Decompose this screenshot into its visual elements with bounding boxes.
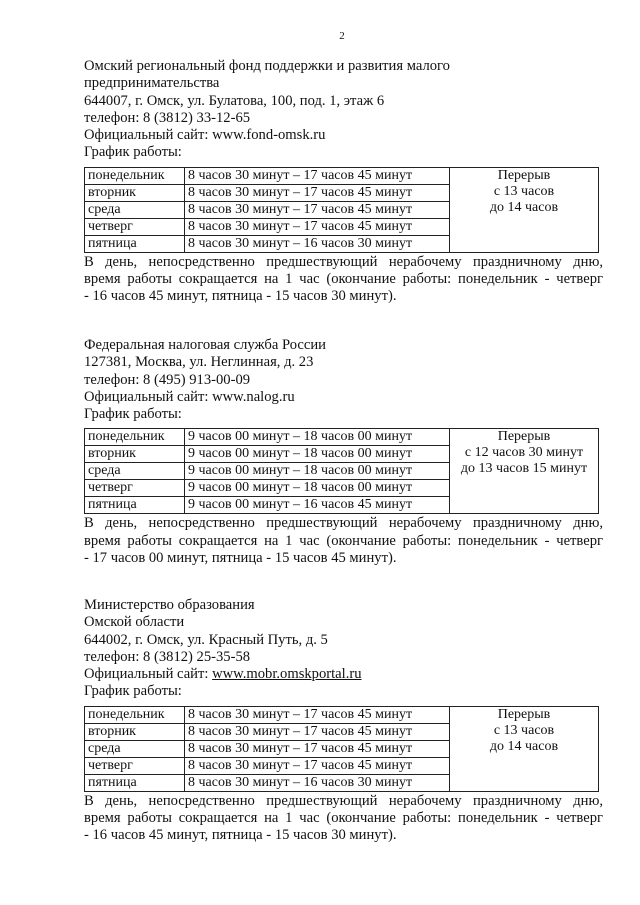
note-line: - 17 часов 00 минут, пятница - 15 часов 45 минут).: [84, 550, 397, 567]
schedule-label: График работы:: [84, 406, 182, 423]
org-website: [84, 666, 604, 683]
break-line: до 13 часов 15 минут: [460, 461, 588, 477]
day-cell: четверг: [85, 218, 185, 235]
day-cell: среда: [85, 740, 185, 757]
break-line: с 13 часов: [493, 722, 555, 738]
break-line: Перерыв: [497, 167, 551, 183]
website-label: Официальный сайт:: [84, 666, 213, 683]
hours-cell: 8 часов 30 минут – 17 часов 45 минут: [185, 201, 450, 218]
note-line: время работы сокращается на 1 час (окончание работы: понедельник - четверг: [84, 810, 603, 827]
day-cell: пятница: [85, 235, 185, 252]
hours-cell: 9 часов 00 минут – 18 часов 00 минут: [185, 480, 450, 497]
break-line: до 14 часов: [489, 199, 559, 215]
day-cell: среда: [85, 201, 185, 218]
note-line: - 16 часов 45 минут, пятница - 15 часов 30 минут).: [84, 288, 397, 305]
shortened-day-note: [84, 254, 603, 306]
org-name-line: Омский региональный фонд поддержки и развития малого: [84, 58, 450, 74]
schedule-table: [84, 706, 599, 792]
hours-cell: 8 часов 30 минут – 16 часов 30 минут: [185, 235, 450, 252]
break-line: с 12 часов 30 минут: [464, 445, 584, 461]
day-cell: вторник: [85, 446, 185, 463]
day-cell: четверг: [85, 757, 185, 774]
website-link[interactable]: www.mobr.omskportal.ru: [212, 666, 362, 683]
day-cell: четверг: [85, 480, 185, 497]
hours-cell: 8 часов 30 минут – 17 часов 45 минут: [185, 706, 450, 723]
break-line: Перерыв: [497, 429, 551, 445]
org-phone: телефон: 8 (495) 913-00-09: [84, 371, 251, 388]
day-cell: понедельник: [85, 706, 185, 723]
org-website: [84, 127, 604, 144]
hours-cell: 8 часов 30 минут – 17 часов 45 минут: [185, 757, 450, 774]
website-label: Официальный сайт:: [84, 388, 213, 405]
schedule-label: График работы:: [84, 144, 182, 161]
org-name-line: Федеральная налоговая служба России: [84, 337, 326, 353]
org-website: [84, 389, 604, 406]
day-cell: понедельник: [85, 429, 185, 446]
org-name-line: Омской области: [84, 614, 185, 631]
note-line: В день, непосредственно предшествующий нерабочему праздничному дню,: [84, 515, 603, 532]
break-cell: [450, 429, 599, 514]
schedule-table: [84, 167, 599, 253]
hours-cell: 8 часов 30 минут – 17 часов 45 минут: [185, 723, 450, 740]
break-line: с 13 часов: [493, 183, 555, 199]
break-line: до 14 часов: [489, 738, 559, 754]
page-number: 2: [339, 30, 345, 42]
hours-cell: 9 часов 00 минут – 16 часов 45 минут: [185, 497, 450, 514]
note-line: время работы сокращается на 1 час (окончание работы: понедельник - четверг: [84, 532, 603, 549]
org-address: 644002, г. Омск, ул. Красный Путь, д. 5: [84, 631, 328, 648]
break-cell: [450, 706, 599, 791]
hours-cell: 9 часов 00 минут – 18 часов 00 минут: [185, 463, 450, 480]
day-cell: вторник: [85, 184, 185, 201]
org-name-line: предпринимательства: [84, 75, 220, 92]
hours-cell: 8 часов 30 минут – 16 часов 30 минут: [185, 774, 450, 791]
shortened-day-note: [84, 793, 603, 845]
org-name-line: Министерство образования: [84, 597, 255, 613]
hours-cell: 9 часов 00 минут – 18 часов 00 минут: [185, 429, 450, 446]
day-cell: пятница: [85, 497, 185, 514]
organization-fond-omsk: [84, 58, 604, 306]
organization-mobr: [84, 597, 604, 845]
hours-cell: 8 часов 30 минут – 17 часов 45 минут: [185, 740, 450, 757]
shortened-day-note: [84, 515, 603, 567]
hours-cell: 9 часов 00 минут – 18 часов 00 минут: [185, 446, 450, 463]
table-row: [85, 429, 599, 446]
note-line: время работы сокращается на 1 час (окончание работы: понедельник - четверг: [84, 271, 603, 288]
org-phone: телефон: 8 (3812) 25-35-58: [84, 648, 251, 665]
hours-cell: 8 часов 30 минут – 17 часов 45 минут: [185, 184, 450, 201]
table-row: [85, 706, 599, 723]
org-phone: телефон: 8 (3812) 33-12-65: [84, 109, 251, 126]
break-line: Перерыв: [497, 706, 551, 722]
day-cell: среда: [85, 463, 185, 480]
table-row: [85, 167, 599, 184]
hours-cell: 8 часов 30 минут – 17 часов 45 минут: [185, 218, 450, 235]
org-address: 127381, Москва, ул. Неглинная, д. 23: [84, 354, 314, 371]
day-cell: вторник: [85, 723, 185, 740]
note-line: В день, непосредственно предшествующий нерабочему праздничному дню,: [84, 792, 603, 809]
website-link[interactable]: www.fond-omsk.ru: [212, 127, 326, 144]
hours-cell: 8 часов 30 минут – 17 часов 45 минут: [185, 167, 450, 184]
day-cell: пятница: [85, 774, 185, 791]
organization-nalog: [84, 337, 604, 567]
note-line: - 16 часов 45 минут, пятница - 15 часов 30 минут).: [84, 827, 397, 844]
org-address: 644007, г. Омск, ул. Булатова, 100, под. 1, этаж 6: [84, 92, 385, 109]
break-cell: [450, 167, 599, 252]
website-link[interactable]: www.nalog.ru: [212, 388, 295, 405]
schedule-table: [84, 428, 599, 514]
website-label: Официальный сайт:: [84, 127, 213, 144]
day-cell: понедельник: [85, 167, 185, 184]
note-line: В день, непосредственно предшествующий нерабочему праздничному дню,: [84, 253, 603, 270]
schedule-label: График работы:: [84, 683, 182, 700]
